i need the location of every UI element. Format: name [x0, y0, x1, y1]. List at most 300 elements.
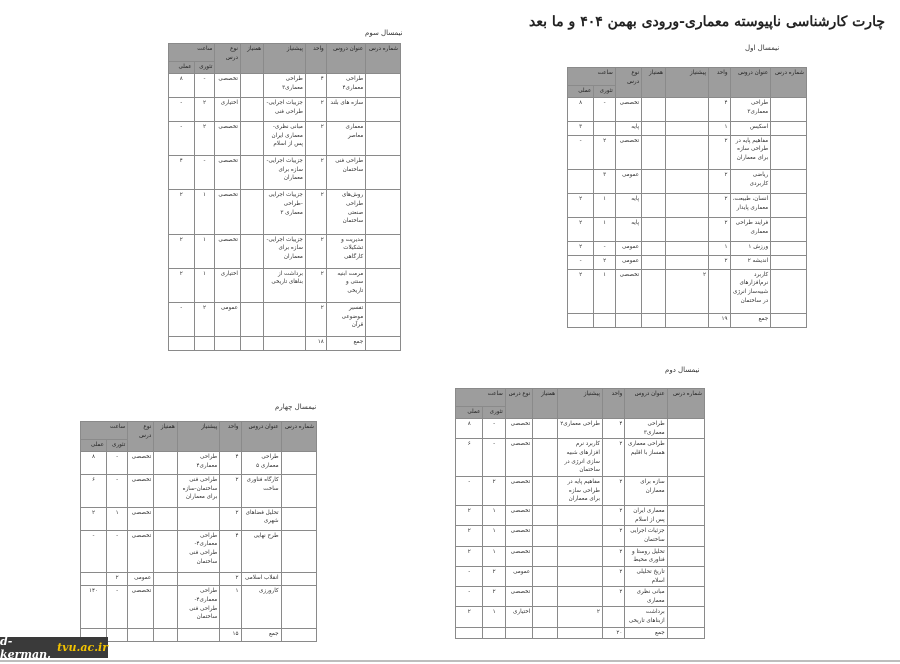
course-units: ۲: [305, 190, 326, 234]
course-type: تخصصی: [128, 507, 154, 530]
course-number: [281, 530, 316, 573]
course-units: ۲: [305, 121, 326, 155]
hours-practical: ۲: [169, 190, 195, 234]
course-coreq: [533, 566, 558, 586]
page-title: چارت کارشناسی ناپیوسته معماری-ورودی بهمن ۴۰۴ و ما بعد: [529, 14, 885, 30]
course-type: عمومی: [128, 573, 154, 586]
total-row: [169, 337, 401, 351]
hours-theory: -: [107, 474, 128, 507]
hours-theory: ۱: [194, 268, 215, 302]
course-number: [667, 526, 704, 546]
course-prereq: مبانی نظری- معماری ایران پس از اسلام: [264, 121, 306, 155]
course-type: [128, 628, 154, 641]
table-row: [169, 156, 401, 190]
hours-practical: ۲: [456, 526, 483, 546]
course-prereq: [558, 566, 603, 586]
course-type: تخصصی: [505, 546, 532, 566]
course-title: روش‌های طراحی صنعتی ساختمان: [326, 190, 365, 234]
course-prereq: طراحی معماری۴- طراحی فنی ساختمان: [177, 530, 219, 573]
course-title: تفسیر موضوعی قرآن: [326, 302, 365, 336]
course-title: ریاضی کاربردی: [730, 170, 771, 194]
hours-practical: ۲: [456, 505, 483, 525]
hours-theory: ۱: [483, 607, 505, 627]
header-coreq: همنیاز: [642, 68, 666, 98]
table-row: [169, 234, 401, 268]
course-number: [366, 156, 401, 190]
table-row: [81, 452, 317, 475]
course-coreq: [154, 586, 178, 629]
course-number: [366, 190, 401, 234]
hours-practical: [456, 627, 483, 639]
header-type: نوع درس: [615, 68, 641, 98]
course-number: [281, 474, 316, 507]
hours-practical: ۲: [568, 218, 594, 242]
course-units: ۲: [602, 566, 624, 586]
course-prereq: [666, 314, 709, 328]
table-row: [81, 530, 317, 573]
hours-practical: [169, 337, 195, 351]
header-units: واحد: [305, 44, 326, 74]
course-prereq: [666, 122, 709, 136]
header-number: شماره درس: [366, 44, 401, 74]
course-title: تحلیل روستا و فناوری محیط: [625, 546, 667, 566]
bottom-divider: [0, 660, 900, 662]
course-number: [771, 242, 807, 256]
course-type: تخصصی: [505, 476, 532, 505]
course-title: جمع: [625, 627, 667, 639]
course-type: تخصصی: [615, 135, 641, 169]
course-title: اندیشه ۲: [730, 255, 771, 269]
course-units: ۲: [602, 476, 624, 505]
course-number: [771, 135, 807, 169]
hours-practical: [568, 170, 594, 194]
header-units: واحد: [220, 422, 241, 452]
header-hours: ساعت: [169, 44, 215, 62]
hours-practical: ۴: [169, 156, 195, 190]
course-title: طراحی معماری۳: [625, 419, 667, 439]
course-number: [667, 546, 704, 566]
semester-3-table: [168, 43, 401, 351]
table-row: [456, 439, 705, 477]
course-coreq: [240, 74, 263, 98]
header-units: واحد: [602, 389, 624, 419]
semester-1-table: [567, 67, 807, 328]
course-units: ۲۰: [602, 627, 624, 639]
course-units: ۲: [305, 234, 326, 268]
table-row: [456, 587, 705, 607]
hours-theory: -: [107, 452, 128, 475]
course-units: ۲: [602, 505, 624, 525]
course-units: ۱: [709, 242, 731, 256]
course-units: ۲: [305, 156, 326, 190]
table-row: [169, 268, 401, 302]
course-number: [771, 314, 807, 328]
course-units: ۲: [220, 507, 241, 530]
header-type: نوع درس: [215, 44, 241, 74]
course-table: [567, 67, 807, 328]
hours-theory: -: [107, 586, 128, 629]
hours-practical: ۸: [169, 74, 195, 98]
hours-practical: ۸: [456, 419, 483, 439]
course-number: [281, 628, 316, 641]
header-type: نوع درس: [505, 389, 532, 419]
hours-theory: ۱: [594, 194, 616, 218]
header-course: عنوان دروس: [326, 44, 365, 74]
course-prereq: [666, 135, 709, 169]
course-coreq: [154, 474, 178, 507]
course-type: تخصصی: [505, 505, 532, 525]
hours-theory: ۱: [483, 546, 505, 566]
course-coreq: [642, 170, 666, 194]
course-title: کاربرد نرم‌افزارهای شبیه‌ساز انرژی در ساختمان: [730, 269, 771, 313]
header-prereq: پیشنیاز: [264, 44, 306, 74]
hours-practical: -: [456, 566, 483, 586]
header-hours: ساعت: [568, 68, 616, 86]
course-prereq: [666, 98, 709, 122]
course-type: تخصصی: [215, 74, 241, 98]
hours-theory: ۲: [594, 135, 616, 169]
course-number: [667, 439, 704, 477]
course-number: [771, 194, 807, 218]
header-row: [169, 44, 401, 62]
header-coreq: همنیاز: [240, 44, 263, 74]
course-type: عمومی: [615, 255, 641, 269]
course-title: طراحی معماری۳: [730, 98, 771, 122]
course-coreq: [240, 268, 263, 302]
course-units: ۲: [305, 302, 326, 336]
header-practical: عملی: [81, 440, 107, 452]
course-prereq: [666, 255, 709, 269]
course-coreq: [154, 530, 178, 573]
header-theory: تئوری: [194, 62, 215, 74]
course-units: ۱۹: [709, 314, 731, 328]
hours-theory: ۱: [483, 526, 505, 546]
course-number: [366, 337, 401, 351]
course-coreq: [642, 255, 666, 269]
course-prereq: جزییات اجرایی- سازه برای معماران: [264, 234, 306, 268]
course-number: [667, 587, 704, 607]
hours-practical: -: [456, 587, 483, 607]
course-coreq: [240, 337, 263, 351]
hours-practical: ۶: [81, 474, 107, 507]
table-row: [568, 122, 807, 136]
course-table: [168, 43, 401, 351]
header-hours: ساعت: [456, 389, 506, 407]
course-prereq: [558, 587, 603, 607]
table-row: [456, 607, 705, 627]
hours-theory: ۲: [483, 476, 505, 505]
course-title: اسکیس: [730, 122, 771, 136]
course-coreq: [240, 156, 263, 190]
header-row: [81, 422, 317, 440]
hours-theory: ۲: [483, 587, 505, 607]
table-row: [169, 190, 401, 234]
course-title: مرمت ابنیه سنتی و تاریخی: [326, 268, 365, 302]
table-row: [456, 505, 705, 525]
course-number: [366, 234, 401, 268]
hours-practical: ۳: [568, 122, 594, 136]
course-units: ۲: [220, 573, 241, 586]
hours-practical: -: [81, 530, 107, 573]
course-type: اختیاری: [215, 97, 241, 121]
course-units: ۲: [602, 587, 624, 607]
semester-2-label: نیمسال دوم: [665, 366, 700, 374]
header-practical: عملی: [169, 62, 195, 74]
table-row: [568, 135, 807, 169]
course-title: انقلاب اسلامی: [241, 573, 281, 586]
table-row: [568, 170, 807, 194]
course-number: [281, 573, 316, 586]
course-type: تخصصی: [128, 474, 154, 507]
course-table: [80, 421, 317, 642]
table-row: [169, 74, 401, 98]
course-type: عمومی: [505, 566, 532, 586]
hours-theory: ۲: [483, 566, 505, 586]
course-title: برداشت ازبناهای تاریخی: [625, 607, 667, 627]
course-prereq: جزییات اجرایی- سازه برای معماران: [264, 156, 306, 190]
course-type: تخصصی: [505, 587, 532, 607]
course-units: ۱۵: [220, 628, 241, 641]
course-title: طراحی معماری ۵: [241, 452, 281, 475]
course-prereq: [558, 526, 603, 546]
hours-theory: ۲: [194, 97, 215, 121]
course-units: ۲: [602, 526, 624, 546]
course-number: [281, 507, 316, 530]
total-row: [81, 628, 317, 641]
table-row: [81, 474, 317, 507]
header-hours: ساعت: [81, 422, 128, 440]
hours-theory: -: [594, 98, 616, 122]
table-row: [169, 302, 401, 336]
course-title: جزئیات اجرایی ساختمان: [625, 526, 667, 546]
course-type: تخصصی: [128, 586, 154, 629]
course-units: ۱۸: [305, 337, 326, 351]
course-number: [366, 74, 401, 98]
course-prereq: طراحی معماری۲: [558, 419, 603, 439]
course-prereq: جزییات اجرایی -طراحی معماری ۳: [264, 190, 306, 234]
course-prereq: [558, 627, 603, 639]
hours-practical: -: [568, 135, 594, 169]
course-type: تخصصی: [128, 452, 154, 475]
header-coreq: همنیاز: [533, 389, 558, 419]
semester-1-label: نیمسال اول: [745, 44, 780, 52]
header-practical: عملی: [568, 86, 594, 98]
course-coreq: [154, 507, 178, 530]
table-row: [568, 218, 807, 242]
course-number: [667, 419, 704, 439]
course-coreq: [154, 452, 178, 475]
hours-practical: -: [169, 97, 195, 121]
table-row: [169, 121, 401, 155]
table-row: [568, 194, 807, 218]
hours-theory: -: [483, 439, 505, 477]
hours-theory: ۲: [194, 302, 215, 336]
table-row: [568, 269, 807, 313]
course-coreq: [533, 419, 558, 439]
course-number: [366, 121, 401, 155]
course-title: طراحی فنی ساختمان: [326, 156, 365, 190]
course-prereq: طراحی معماری۴: [177, 452, 219, 475]
course-prereq: [558, 505, 603, 525]
hours-theory: ۱: [194, 234, 215, 268]
course-coreq: [533, 546, 558, 566]
course-coreq: [154, 628, 178, 641]
hours-practical: -: [169, 121, 195, 155]
course-title: جمع: [241, 628, 281, 641]
header-type: نوع درس: [128, 422, 154, 452]
hours-theory: [483, 627, 505, 639]
table-row: [456, 566, 705, 586]
course-number: [281, 586, 316, 629]
course-title: کارورزی: [241, 586, 281, 629]
course-type: تخصصی: [615, 98, 641, 122]
course-type: عمومی: [615, 170, 641, 194]
course-type: تخصصی: [128, 530, 154, 573]
course-number: [771, 255, 807, 269]
course-number: [771, 170, 807, 194]
course-title: مدیریت و تشکیلات کارگاهی: [326, 234, 365, 268]
course-prereq: برداشت از بناهای تاریخی: [264, 268, 306, 302]
course-prereq: کاربرد نرم افزارهای شبیه سازی انرژی در ساختمان: [558, 439, 603, 477]
header-theory: تئوری: [594, 86, 616, 98]
hours-theory: [594, 122, 616, 136]
course-coreq: [642, 98, 666, 122]
course-title: طراحی معماری۴: [326, 74, 365, 98]
hours-theory: -: [594, 242, 616, 256]
hours-practical: ۲: [568, 242, 594, 256]
course-units: ۴: [220, 452, 241, 475]
header-number: شماره درس: [667, 389, 704, 419]
course-title: معماری معاصر: [326, 121, 365, 155]
header-number: شماره درس: [771, 68, 807, 98]
course-coreq: [533, 587, 558, 607]
hours-practical: ۲: [568, 269, 594, 313]
header-course: عنوان دروس: [730, 68, 771, 98]
hours-theory: -: [483, 419, 505, 439]
course-number: [366, 97, 401, 121]
course-number: [366, 268, 401, 302]
course-coreq: [642, 269, 666, 313]
header-prereq: پیشنیاز: [177, 422, 219, 452]
course-title: جمع: [730, 314, 771, 328]
course-coreq: [642, 135, 666, 169]
hours-practical: ۲: [81, 507, 107, 530]
hours-practical: -: [568, 255, 594, 269]
course-units: ۲: [220, 474, 241, 507]
course-type: اختیاری: [505, 607, 532, 627]
hours-practical: -: [169, 302, 195, 336]
header-row: [568, 68, 807, 86]
course-units: ۲: [709, 170, 731, 194]
course-number: [667, 505, 704, 525]
table-row: [81, 573, 317, 586]
course-number: [366, 302, 401, 336]
course-prereq: جزییات اجرایی- طراحی فنی: [264, 97, 306, 121]
hours-practical: ۲: [456, 546, 483, 566]
course-prereq: [177, 507, 219, 530]
header-prereq: پیشنیاز: [558, 389, 603, 419]
course-number: [667, 566, 704, 586]
course-prereq: [666, 194, 709, 218]
course-type: پایه: [615, 122, 641, 136]
semester-2-table: [455, 388, 705, 639]
course-units: [709, 269, 731, 313]
logo-text-domain: d-kerman.: [0, 634, 52, 661]
course-units: ۲: [709, 218, 731, 242]
course-title: کارگاه فناوری ساخت: [241, 474, 281, 507]
hours-theory: ۲: [107, 573, 128, 586]
total-row: [568, 314, 807, 328]
course-coreq: [533, 439, 558, 477]
hours-theory: ۱: [594, 218, 616, 242]
course-type: عمومی: [615, 242, 641, 256]
course-prereq: طراحی معماری۴- طراحی فنی ساختمان: [177, 586, 219, 629]
hours-theory: ۲: [194, 121, 215, 155]
table-row: [169, 97, 401, 121]
course-type: [215, 337, 241, 351]
course-units: ۲: [602, 439, 624, 477]
course-coreq: [240, 302, 263, 336]
semester-4-label: نیمسال چهارم: [275, 403, 317, 411]
course-title: ورزش ۱: [730, 242, 771, 256]
hours-theory: ۱: [594, 269, 616, 313]
table-row: [81, 507, 317, 530]
hours-practical: [81, 573, 107, 586]
hours-practical: ۲: [169, 268, 195, 302]
course-units: ۴: [602, 419, 624, 439]
course-units: ۱: [709, 122, 731, 136]
course-prereq: ۲: [558, 607, 603, 627]
course-prereq: [666, 242, 709, 256]
hours-theory: -: [194, 156, 215, 190]
course-prereq: طراحی معماری۳: [264, 74, 306, 98]
table-row: [568, 242, 807, 256]
course-type: اختیاری: [215, 268, 241, 302]
table-row: [456, 419, 705, 439]
course-units: ۲: [602, 546, 624, 566]
course-coreq: [533, 627, 558, 639]
course-title: سازه برای معماران: [625, 476, 667, 505]
course-units: ۲: [709, 255, 731, 269]
header-theory: تئوری: [483, 407, 505, 419]
course-table: [455, 388, 705, 639]
hours-theory: -: [194, 74, 215, 98]
course-type: تخصصی: [215, 190, 241, 234]
course-number: [667, 627, 704, 639]
course-title: طرح نهایی: [241, 530, 281, 573]
course-number: [667, 607, 704, 627]
course-prereq: طراحی فنی ساختمان-سازه برای معماران: [177, 474, 219, 507]
site-logo: [0, 634, 108, 661]
header-practical: عملی: [456, 407, 483, 419]
course-type: تخصصی: [505, 526, 532, 546]
course-coreq: [533, 526, 558, 546]
course-coreq: [240, 97, 263, 121]
table-row: [456, 476, 705, 505]
course-type: تخصصی: [505, 419, 532, 439]
course-prereq: [666, 218, 709, 242]
hours-theory: -: [107, 530, 128, 573]
course-prereq: [264, 337, 306, 351]
course-units: ۲: [305, 97, 326, 121]
hours-practical: [568, 314, 594, 328]
course-prereq: [666, 170, 709, 194]
course-type: عمومی: [215, 302, 241, 336]
course-prereq: [177, 573, 219, 586]
course-number: [771, 122, 807, 136]
course-number: [771, 218, 807, 242]
hours-practical: ۶: [456, 439, 483, 477]
